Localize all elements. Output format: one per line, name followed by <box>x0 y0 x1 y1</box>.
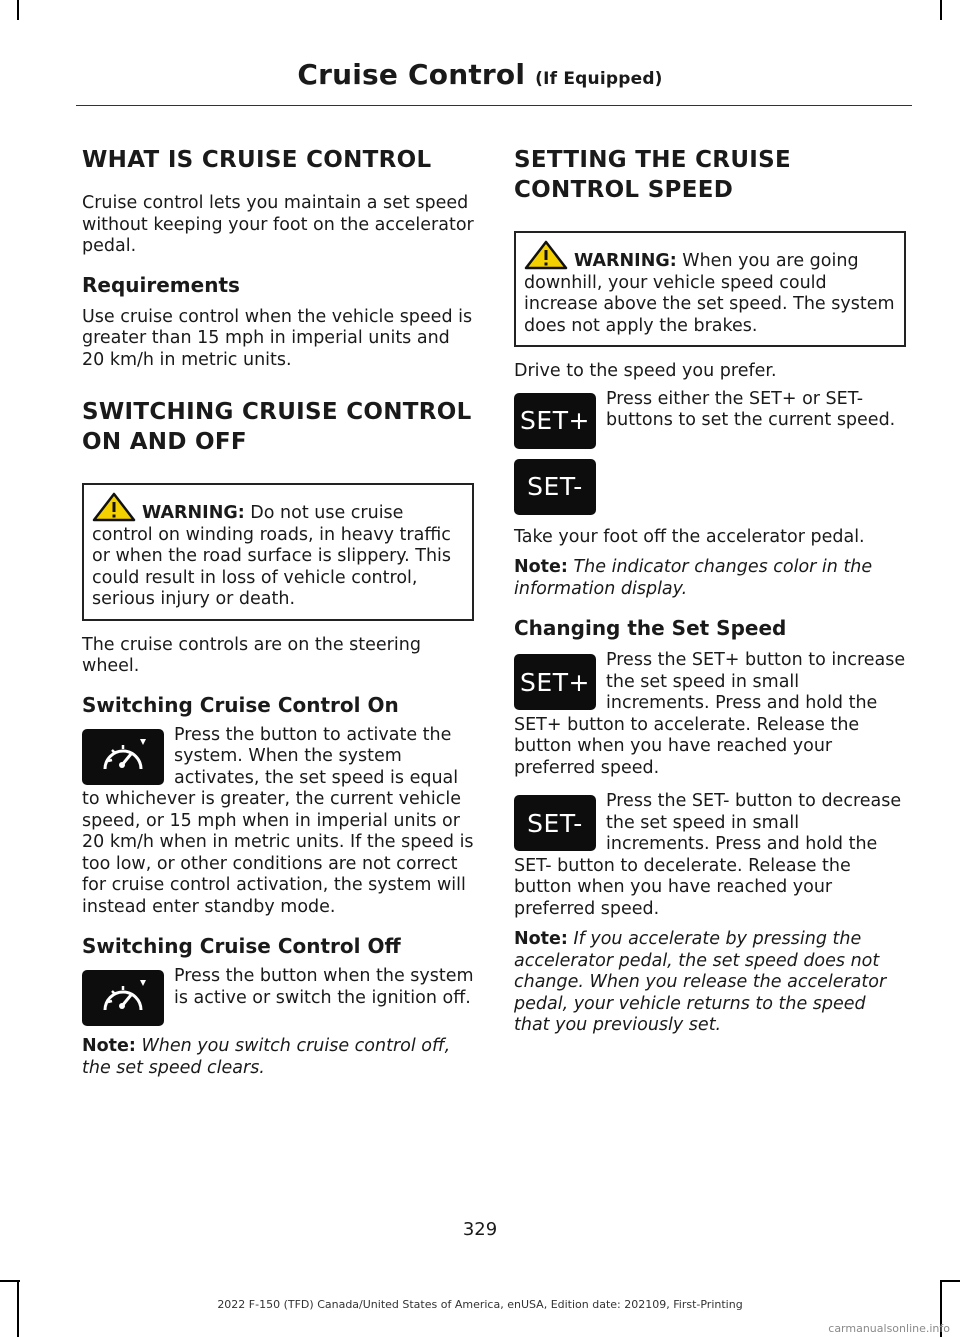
crop-mark-top-left <box>17 0 19 20</box>
heading-setting-line2: CONTROL SPEED <box>514 177 734 203</box>
heading-switching-line2: ON AND OFF <box>82 429 247 455</box>
cruise-control-button-icon <box>82 729 164 785</box>
note-accelerate <box>514 929 906 1037</box>
footer-edition: 2022 F-150 (TFD) Canada/United States of America, enUSA, Edition date: 202109, First-Printing <box>217 1298 743 1311</box>
set-minus-button-icon: SET- <box>514 459 596 515</box>
warning-text: When you are going downhill, your vehicle speed could increase above the set speed. The system does not apply the brakes. <box>524 251 895 336</box>
warning-box-setting <box>514 231 906 347</box>
intro-paragraph: Cruise control lets you maintain a set speed without keeping your foot on the accelerator pedal. <box>82 193 474 256</box>
warning-label: WARNING: <box>574 251 677 271</box>
heading-changing-set-speed: Changing the Set Speed <box>514 616 787 640</box>
crop-mark-top-right <box>940 0 942 20</box>
note-label: Note: <box>82 1036 136 1056</box>
cruise-control-off-button-icon <box>82 970 164 1026</box>
increase-block <box>514 650 906 779</box>
set-minus-button-icon: SET- <box>514 795 596 851</box>
warning-triangle-icon <box>524 240 568 270</box>
switching-on-block <box>82 725 474 919</box>
header-divider <box>76 105 912 106</box>
set-buttons-block <box>514 389 906 515</box>
warning-text-block-setting <box>524 240 896 337</box>
drive-paragraph: Drive to the speed you prefer. <box>514 361 777 381</box>
page-header <box>0 58 960 91</box>
crop-mark-bottom-right-h <box>940 1280 960 1282</box>
foot-paragraph: Take your foot off the accelerator pedal. <box>514 526 865 547</box>
note-label: Note: <box>514 929 568 949</box>
set-plus-button-icon: SET+ <box>514 393 596 449</box>
switching-off-paragraph: Press the button when the system is active or switch the ignition off. <box>174 966 474 1008</box>
watermark: carmanualsonline.info <box>828 1322 950 1335</box>
note-label: Note: <box>514 557 568 577</box>
switching-off-block <box>82 966 474 1030</box>
warning-label: WARNING: <box>142 503 245 523</box>
increase-paragraph: Press the SET+ button to increase the set speed in small increments. Press and hold the SET+ button to accelerate. Release the button when you have reached your preferred speed. <box>514 650 906 778</box>
decrease-block <box>514 791 906 920</box>
warning-text: Do not use cruise control on winding roads, in heavy traffic or when the road surface is slippery. This could result in loss of vehicle control, serious injury or death. <box>92 503 452 609</box>
header-title: Cruise Control <box>297 58 526 91</box>
heading-setting-line1: SETTING THE CRUISE <box>514 147 792 173</box>
controls-paragraph: The cruise controls are on the steering wheel. <box>82 634 421 676</box>
set-plus-button-icon: SET+ <box>514 654 596 710</box>
note-off <box>82 1036 474 1079</box>
note-indicator <box>514 557 906 600</box>
note-text: If you accelerate by pressing the accelerator pedal, the set speed does not change. When you release the accelerator pedal, your vehicle returns to the speed that you previously set. <box>514 929 887 1035</box>
requirements-paragraph: Use cruise control when the vehicle speed is greater than 15 mph in imperial units and 20 km/h in metric units. <box>82 306 473 370</box>
heading-requirements: Requirements <box>82 272 240 297</box>
left-column <box>82 145 474 1079</box>
heading-switching-line1: SWITCHING CRUISE CONTROL <box>82 399 472 425</box>
note-text: The indicator changes color in the information display. <box>514 557 873 599</box>
page-number: 329 <box>462 1219 498 1240</box>
switching-on-paragraph: Press the button to activate the system. When the system activates, the set speed is equal to whichever is greater, the current vehicle speed, or 15 mph when in imperial units or 20 km/h when in metric units. If the speed is too low, or other conditions are not correct for cruise control activation, the system will instead enter standby mode. <box>82 724 474 917</box>
warning-triangle-icon <box>92 492 136 522</box>
note-text: When you switch cruise control off, the set speed clears. <box>82 1036 451 1078</box>
heading-switching-off: Switching Cruise Control Off <box>82 934 401 958</box>
decrease-paragraph: Press the SET- button to decrease the set speed in small increments. Press and hold the SET- button to decelerate. Release the button when you have reached your preferred speed. <box>514 791 902 919</box>
warning-box-switching <box>82 483 474 621</box>
header-subtitle: (If Equipped) <box>535 69 663 89</box>
right-column <box>514 145 906 1037</box>
heading-switching-on: Switching Cruise Control On <box>82 692 399 717</box>
heading-what-is-cruise-control: WHAT IS CRUISE CONTROL <box>82 147 432 173</box>
warning-text-block <box>92 492 464 611</box>
press-either-paragraph: Press either the SET+ or SET- buttons to set the current speed. <box>606 388 896 430</box>
